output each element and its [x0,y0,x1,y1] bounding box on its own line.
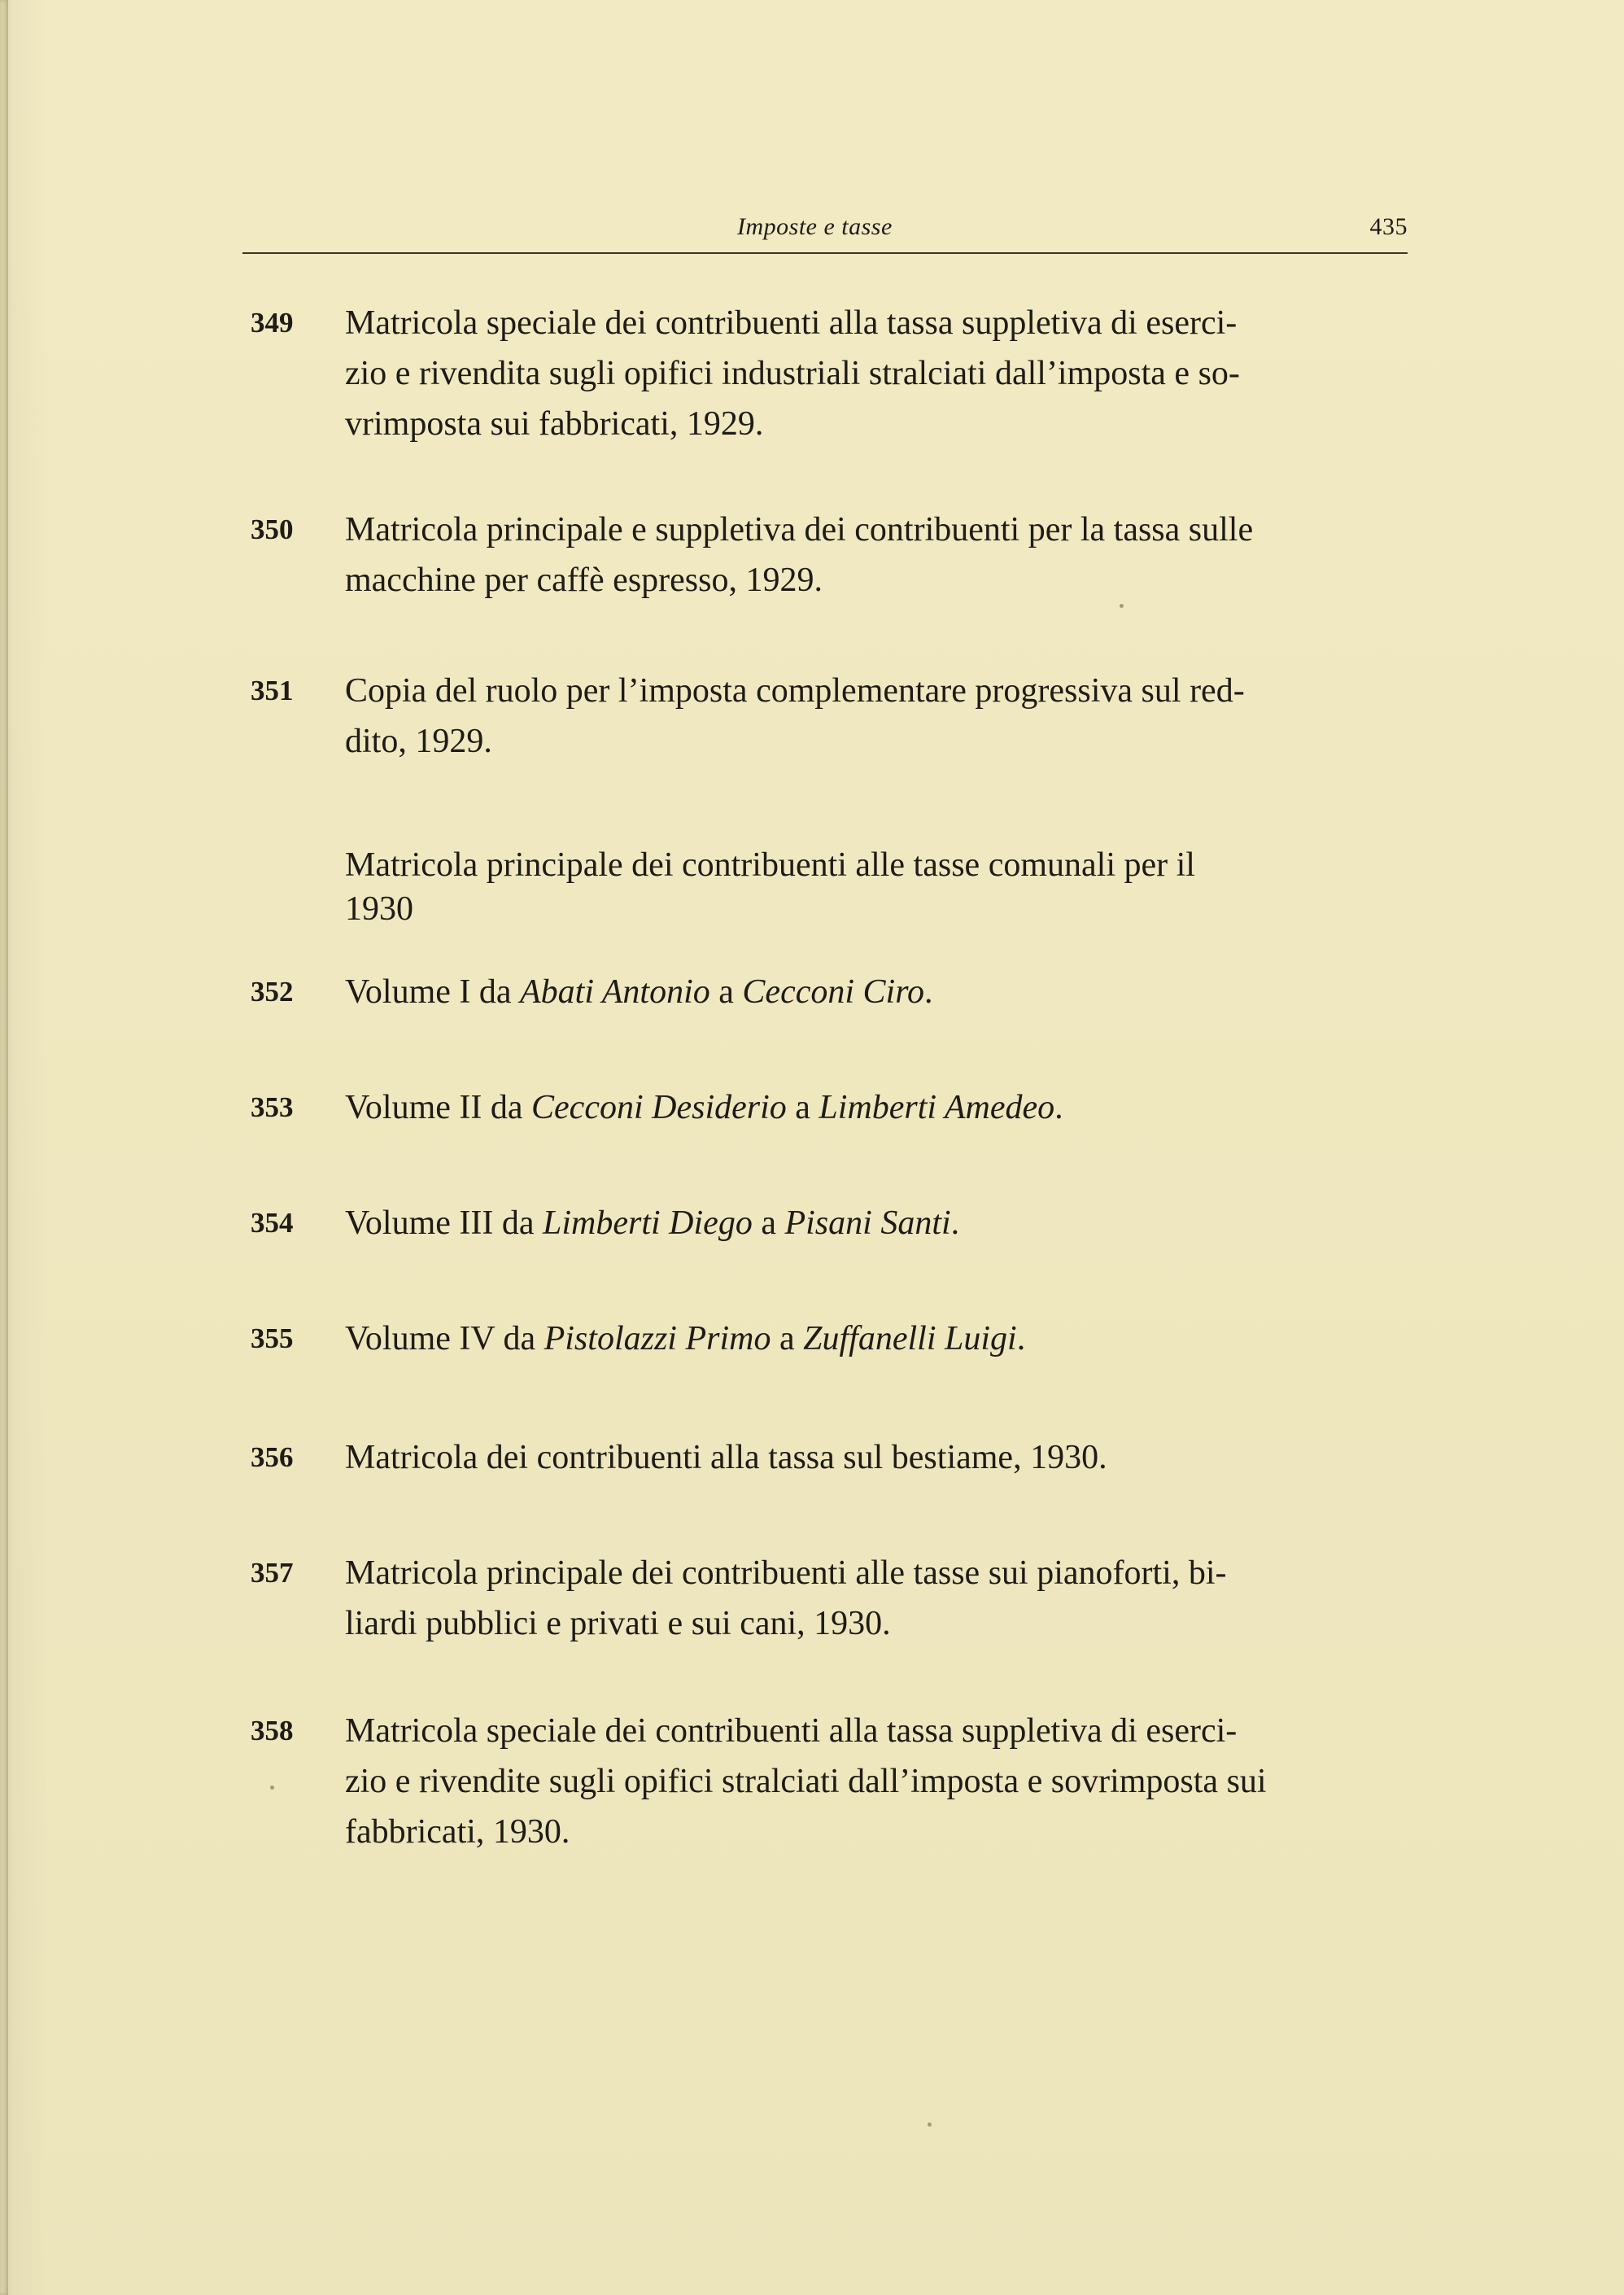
running-header [242,210,1408,254]
name-range-end: Cecconi Ciro [742,973,924,1011]
entry-line: liardi pubblici e privati e sui cani, 1930. [345,1605,891,1642]
entry-number: 353 [251,1091,294,1123]
name-range-connector: a [709,973,743,1011]
entry-number: 349 [251,307,294,339]
volume-suffix: . [950,1204,960,1242]
paper-speck [928,2122,932,2127]
paper-speck [270,1786,274,1790]
volume-prefix: Volume I da [345,973,521,1011]
entry-line: Matricola speciale dei contribuenti alla tassa suppletiva di eserci- [345,304,1238,342]
name-range-start: Limberti Diego [543,1204,753,1242]
name-range-end: Pisani Santi [784,1204,951,1242]
entry-text [345,1548,1403,1649]
entry-line: Copia del ruolo per l’imposta complementare progressiva sul red- [345,672,1245,710]
entry-text [345,505,1403,605]
entry-number: 358 [251,1715,294,1746]
name-range-start: Abati Antonio [520,973,710,1011]
volume-text [345,1198,1403,1248]
header-title: Imposte e tasse [737,213,893,240]
volume-prefix: Volume II da [345,1089,532,1126]
entry-line: macchine per caffè espresso, 1929. [345,562,823,599]
entry-text [345,1706,1403,1857]
entry-number: 350 [251,514,294,545]
entry-line: Matricola principale dei contribuenti alle tasse sui pianoforti, bi- [345,1554,1227,1592]
name-range-connector: a [771,1320,804,1357]
name-range-connector: a [752,1204,785,1242]
page-binding-edge [0,0,8,2295]
volume-suffix: . [1054,1089,1063,1126]
entry-line: zio e rivendita sugli opifici industriali stralciati dall’imposta e so- [345,355,1240,392]
entry-number: 351 [251,675,294,706]
name-range-start: Pistolazzi Primo [544,1320,771,1357]
name-range-end: Zuffanelli Luigi [803,1320,1017,1357]
entry-number: 357 [251,1557,294,1589]
entry-line: Matricola principale e suppletiva dei contribuenti per la tassa sulle [345,511,1254,549]
name-range-start: Cecconi Desiderio [531,1089,787,1126]
page-number: 435 [1369,213,1408,240]
volume-text [345,967,1403,1017]
paper-speck [1120,604,1124,608]
volume-prefix: Volume IV da [345,1320,544,1357]
section-line: Matricola principale dei contribuenti alle tasse comunali per il [345,846,1195,884]
entry-line: zio e rivendite sugli opifici stralciati dall’imposta e sovrimposta sui [345,1763,1267,1800]
section-heading [345,843,1403,931]
volume-text [345,1082,1403,1133]
volume-suffix: . [1016,1320,1026,1357]
entry-number: 356 [251,1441,294,1473]
entry-text [345,1432,1403,1483]
name-range-end: Limberti Amedeo [819,1089,1055,1126]
entry-line: vrimposta sui fabbricati, 1929. [345,405,764,443]
entry-text [345,298,1403,449]
volume-suffix: . [924,973,933,1011]
name-range-connector: a [786,1089,819,1126]
entry-line: Matricola dei contribuenti alla tassa sul bestiame, 1930. [345,1439,1107,1476]
entry-line: dito, 1929. [345,723,492,760]
entry-line: Matricola speciale dei contribuenti alla tassa suppletiva di eserci- [345,1712,1238,1750]
entry-number: 352 [251,976,294,1008]
volume-text [345,1314,1403,1364]
entry-line: fabbricati, 1930. [345,1813,570,1851]
entry-number: 354 [251,1207,294,1239]
entry-text [345,666,1403,767]
entry-number: 355 [251,1322,294,1354]
volume-prefix: Volume III da [345,1204,543,1242]
section-line: 1930 [345,890,413,928]
